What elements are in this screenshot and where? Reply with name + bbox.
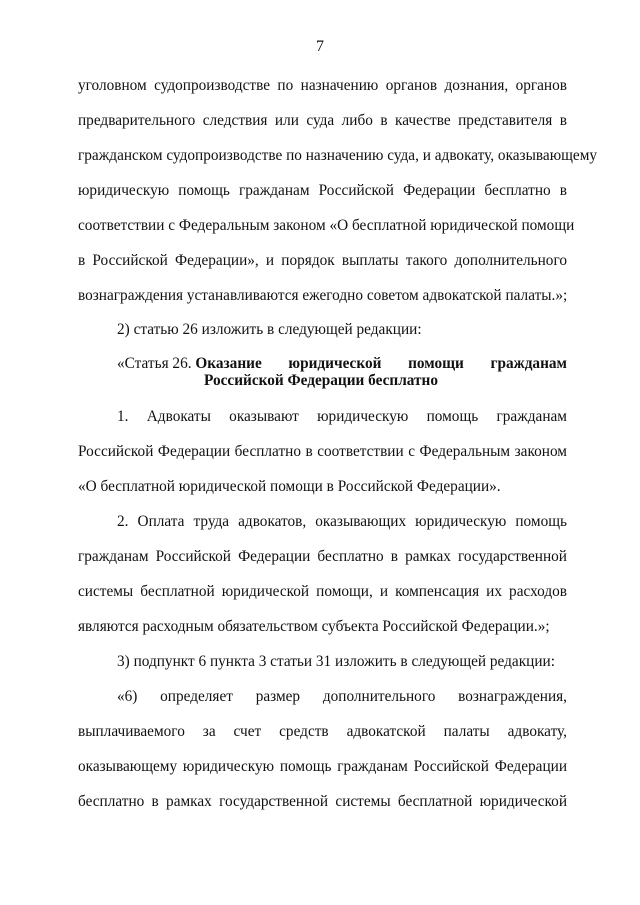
text-line: 2) статью 26 изложить в следующей редакции: xyxy=(117,321,422,338)
article-heading-line2: Российской Федерации бесплатно xyxy=(204,372,439,389)
text-line: уголовном судопроизводстве по назначению органов дознания, органов xyxy=(78,77,567,94)
article-heading xyxy=(117,355,567,389)
text-line: предварительного следствия или суда либо в качестве представителя в xyxy=(78,112,567,129)
article-heading-prefix: «Статья 26. Оказание xyxy=(117,355,262,372)
text-line: гражданском судопроизводстве по назначению суда, и адвокату, оказывающему xyxy=(78,147,598,164)
text-line: оказывающему юридическую помощь гражданам Российской Федерации xyxy=(78,758,567,775)
text-line: являются расходным обязательством субъекта Российской Федерации.»; xyxy=(78,618,550,635)
text-line: системы бесплатной юридической помощи, и компенсация их расходов xyxy=(78,583,567,600)
article-heading-word: помощи xyxy=(408,355,464,372)
text-line: 3) подпункт 6 пункта 3 статьи 31 изложить в следующей редакции: xyxy=(117,653,555,670)
text-line: 2. Оплата труда адвокатов, оказывающих юридическую помощь xyxy=(117,513,567,530)
text-line: выплачиваемого за счет средств адвокатской палаты адвокату, xyxy=(78,723,567,740)
article-heading-word: юридической xyxy=(288,355,382,372)
text-line: 1. Адвокаты оказывают юридическую помощь гражданам xyxy=(117,408,567,425)
text-line: соответствии с Федеральным законом «О бесплатной юридической помощи xyxy=(78,217,575,234)
text-line: вознаграждения устанавливаются ежегодно советом адвокатской палаты.»; xyxy=(78,287,568,304)
text-line: «6) определяет размер дополнительного вознаграждения, xyxy=(117,688,567,705)
article-heading-word: гражданам xyxy=(490,355,567,372)
page-number: 7 xyxy=(316,38,324,55)
text-line: юридическую помощь гражданам Российской Федерации бесплатно в xyxy=(78,182,567,199)
text-line: в Российской Федерации», и порядок выплаты такого дополнительного xyxy=(78,252,567,269)
text-line: гражданам Российской Федерации бесплатно в рамках государственной xyxy=(78,548,567,565)
text-line: «О бесплатной юридической помощи в Российской Федерации». xyxy=(78,478,501,495)
text-line: Российской Федерации бесплатно в соответствии с Федеральным законом xyxy=(78,443,567,460)
text-line: бесплатно в рамках государственной системы бесплатной юридической xyxy=(78,793,567,810)
